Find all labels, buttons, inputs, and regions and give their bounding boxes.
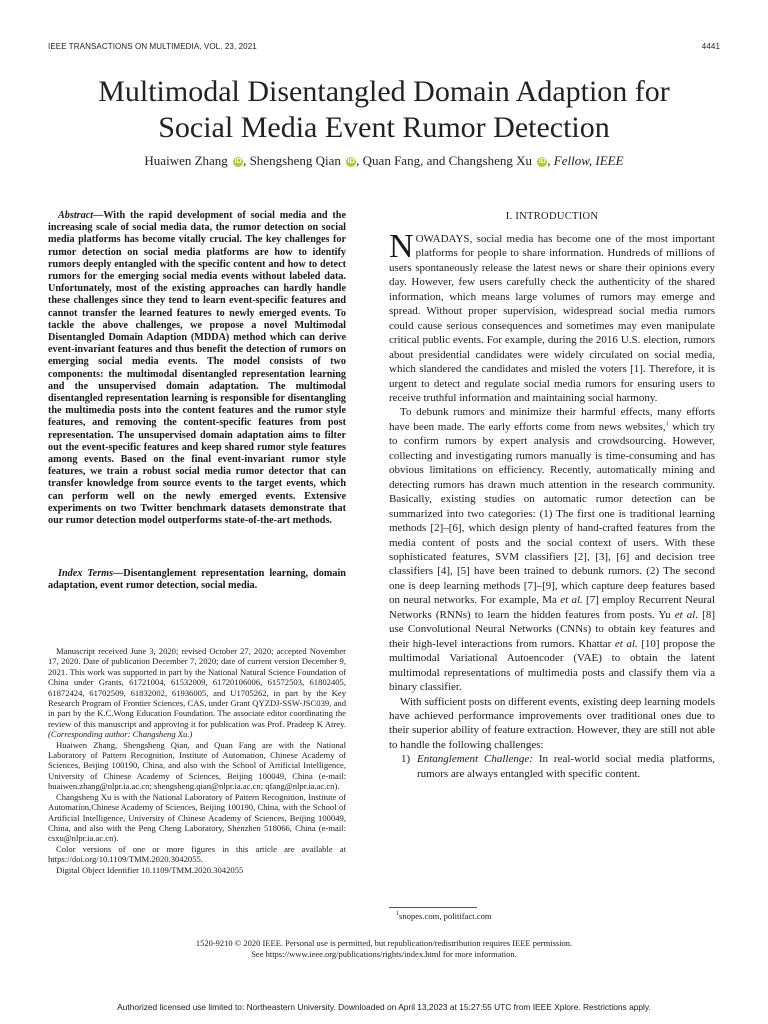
copyright-line-1: 1520-9210 © 2020 IEEE. Personal use is permitted, but republication/redistribution requires IEEE permission. (195, 938, 573, 948)
footnote-websites: $^1$snopes.com, politifact.com (396, 911, 492, 921)
intro-paragraph-1: NOWADAYS, social media has become one of the most important platforms for people to share information. Hundreds of millions of users spontaneously release the latest news or share their opinions every day. However, few users carefully check the authenticity of the shared information, which means large volumes of rumors may emerge and spread. Without proper supervision, widespread social media rumors could cause serious consequences and sometimes may even manipulate critical public events. For example, during the 2016 U.S. election, rumors about presidential candidates were widely circulated on social media, which slandered the candidates and misled the voters [1]. Therefore, it is urgent to detect and regulate social media rumors for ensuring users to receive truthful information and maintaining social harmony. (389, 228, 715, 404)
introduction-body (389, 228, 716, 781)
page-number: 4441 (701, 42, 720, 51)
index-terms-label: Index Terms (58, 568, 114, 579)
front-matter-footnotes (48, 646, 346, 875)
abstract-text: —With the rapid development of social media and the increasing scale of social media data, the rumor detection on social media platforms has become vitally crucial. The key challenges for rumor detection on social media platforms are how to identify rumors deeply entangled with the specific content and how to detect rumors for the emerging social media events without labeled data. Unfortunately, most of the existing approaches can hardly handle these challenges since they tend to learn event-specific features and cannot transfer the learned features to newly emerged events. To tackle the above challenges, we propose a novel Multimodal Disentangled Domain Adaption (MDDA) method which can derive event-invariant features and thus benefit the detection of rumors on emerging social media events. The model consists of two components: the multimodal disentangled representation learning and the unsupervised domain adaptation. The multimodal disentangled representation learning is responsible for disentangling the multimedia posts into the content features and the rumor style features, and removing the content-specific features from post representation. The unsupervised domain adaptation aims to filter out the event-specific features and keep shared rumor style features among events. Based on the final event-invariant rumor style features, we train a robust social media rumor detector that can transfer knowledge from source events to the target events, which can perform well on the newly emerged events. Extensive experiments on two Twitter benchmark datasets demonstrate that our rumor detection model outperforms state-of-the-art methods. (48, 210, 346, 527)
paper-title (0, 74, 768, 146)
footnote-color-versions: Color versions of one or more figures in this article are available at https://doi.org/10.1109/TMM.2020.3042055. (48, 843, 346, 865)
drop-cap: N (389, 228, 414, 265)
author-list (0, 153, 768, 169)
footnote-marker: 1 (665, 421, 669, 428)
section-heading-rest: NTRODUCTION (519, 211, 599, 222)
copyright-notice (0, 938, 768, 960)
title-line-2: Social Media Event Rumor Detection (158, 111, 610, 144)
index-terms-text: —Disentanglement representation learning, domain adaptation, event rumor detection, social media. (48, 568, 346, 592)
author-name: Huaiwen Zhang (144, 153, 228, 168)
copyright-line-2: See https://www.ieee.org/publications/rights/index.html for more information. (251, 949, 517, 959)
abstract (48, 210, 346, 527)
corresponding-author: (Corresponding author: Changsheng Xu.) (48, 729, 193, 740)
section-heading-introduction: I. INTRODUCTION (505, 211, 599, 222)
footnote-rule (389, 907, 477, 908)
abstract-label: Abstract (58, 210, 94, 221)
index-terms (48, 568, 346, 592)
challenge-label: Entanglement Challenge: (417, 753, 533, 766)
intro-paragraph-3: With sufficient posts on different events, existing deep learning models have achieved performance improvements over traditional ones due to their superior ability of feature extraction. However, they are still not able to handle the following challenges: (389, 695, 715, 751)
footnote-affiliation-1: Huaiwen Zhang, Shengsheng Qian, and Quan Fang are with the National Laboratory of Pattern Recognition, Institute of Automation, Chinese Academy of Sciences, Beijing 100190, China, and also with the School of Artificial Intelligence, University of Chinese Academy of Sciences, Beijing 100049, China (e-mail: huaiwen.zhang@nlpr.ia.ac.cn; shengsheng.qian@nlpr.ia.ac.cn; qfang@nlpr.ia.ac.cn). (48, 739, 346, 792)
footnote-affiliation-2: Changsheng Xu is with the National Laboratory of Pattern Recognition, Institute of Automation,Chinese Academy of Sciences, Beijing 100190, China, with the School of Artificial Intelligence, University of Chinese Academy of Sciences, Beijing 100049, China, and also with the Peng Cheng Laboratory, Shenzhen 518066, China (e-mail: csxu@nlpr.ia.ac.cn). (48, 791, 346, 844)
license-banner: Authorized licensed use limited to: Northeastern University. Downloaded on April 13,2023 at 15:27:55 UTC from IEEE Xplore. Restrictions apply. (117, 1002, 651, 1012)
list-number: 1) (401, 753, 411, 766)
author-separator: , (547, 153, 554, 168)
orcid-icon[interactable]: iD (234, 158, 242, 165)
author-name: , Shengsheng Qian (243, 153, 341, 168)
author-name: , Quan Fang, and Changsheng Xu (356, 153, 533, 168)
intro-paragraph-2: To debunk rumors and minimize their harmful effects, many efforts have been made. The early efforts come from news websites,$^1$ which try to confirm rumors by expert analysis and crowdsourcing. However, collecting and investigating rumors manually is time-consuming and has obvious limitations on efficiency. Recently, automatically mining and detecting rumors has drawn much attention in the research community. Basically, existing studies on automatic rumor detection can be summarized into two categories: (1) The first one is traditional learning methods [2]–[6], which design plenty of hand-crafted features from the media content of posts and the social context of users. With these sophisticated features, SVM classifiers [2], [3], [6] and decision tree classifiers [4], [5] have been trained to debunk rumors. (2) The second one is deep learning methods [7]–[9], which capture deep features based on neural networks. For example, Ma et al. [7] employ Recurrent Neural Networks (RNNs) to learn the hidden features from posts. Yu et al. [8] use Convolutional Neural Networks (CNNs) to obtain key features and their high-level interactions from rumors. Khattar et al. [10] propose the multimodal Variational Autoencoder (VAE) to obtain the latent multimodal representations of multimedia posts and classify them via a binary classifier. (389, 406, 716, 694)
running-header-journal: IEEE TRANSACTIONS ON MULTIMEDIA, VOL. 23, 2021 (48, 42, 257, 51)
footnote-doi: Digital Object Identifier 10.1109/TMM.2020.3042055 (56, 864, 244, 875)
footnote-manuscript: Manuscript received June 3, 2020; revised October 27, 2020; accepted November 17, 2020. Date of publication December 7, 2020; date of current version December 9, 2021. This work was supported in part by the National Natural Science Foundation of China under Grants, 61721004, 61532009, 61720106006, 61572503, 61802405, 61872424, 61702509, 61832002, 61936005, and U1705262, in part by the Key Research Program of Frontier Sciences, CAS, under Grant QYZDJ-SSW-JSC039, and in part by the K.C.Wong Education Foundation. The associate editor coordinating the review of this manuscript and approving it for publication was Prof. Pradeep K Atrey. (Corresponding author: Changsheng Xu.) (48, 646, 346, 740)
author-fellow-title: Fellow, IEEE (553, 153, 624, 168)
challenge-list-item: 1) Entanglement Challenge: In real-world social media platforms, rumors are always entangled with specific content. (401, 753, 715, 780)
title-line-1: Multimodal Disentangled Domain Adaption for (98, 75, 670, 108)
orcid-icon[interactable]: iD (347, 158, 355, 165)
orcid-icon[interactable]: iD (538, 158, 546, 165)
